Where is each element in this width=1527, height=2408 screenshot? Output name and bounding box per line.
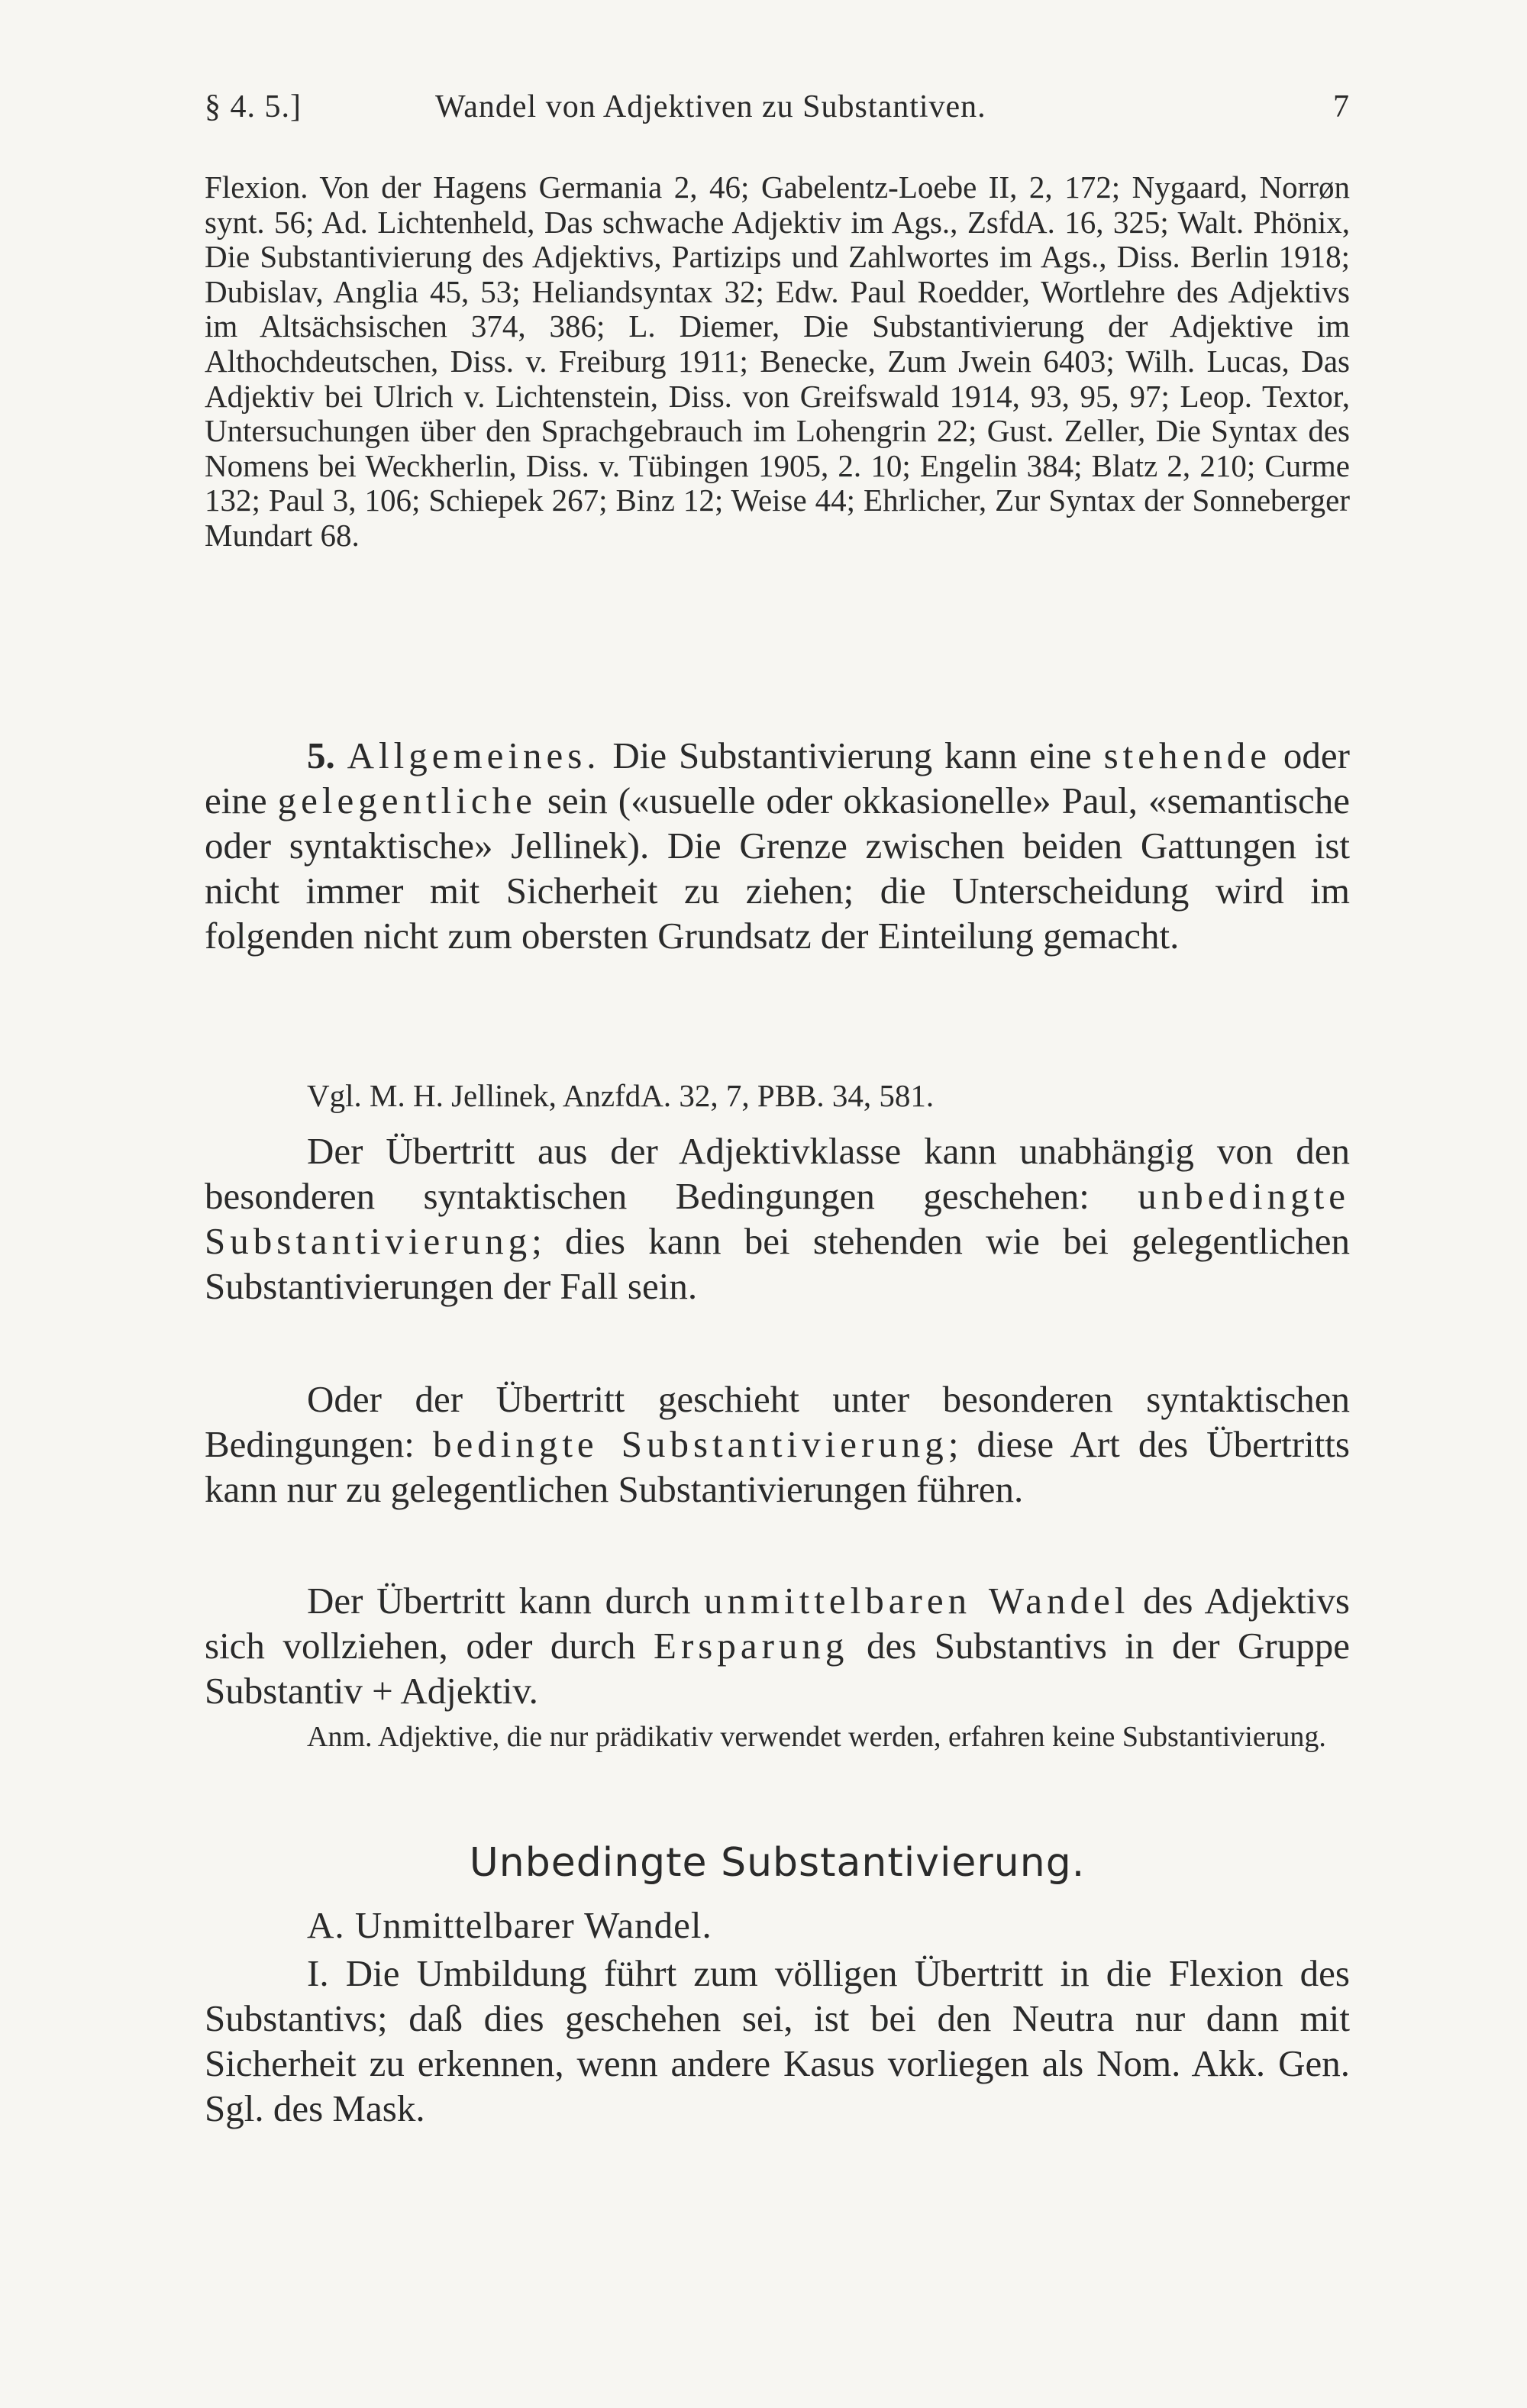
uebertritt-text-1: Der Übertritt aus der Adjektivklasse kann unabhängig von den besonderen syntaktischen Bedingungen geschehen: [205,1130,1350,1217]
uebertritt-text-2: ; dies kann bei stehenden wie bei gelegentlichen Substantivierungen der Fall sein. [205,1220,1350,1307]
paragraph-i-text: I. Die Umbildung führt zum völligen Übertritt in die Flexion des Substantivs; daß dies geschehen sei, ist bei den Neutra nur dann mit Sicherheit zu erkennen, wenn andere Kasus vorliegen als Nom. Akk. Gen. Sgl. des Mask. [205,1952,1350,2129]
term-bedingte-substantivierung: bedingte Substantivierung [432,1423,948,1465]
term-ersparung: Ersparung [654,1625,849,1667]
section-number: 5. [307,734,335,776]
anmerkung-note: Anm. Adjektive, die nur prädikativ verwendet werden, erfahren keine Substantivierung. [307,1721,1326,1753]
paragraph-wandel [205,1578,1350,1713]
oder-text-1: Oder der Übertritt geschieht unter besonderen syntaktischen Bedingungen: [205,1378,1350,1465]
subheading-a: A. Unmittelbarer Wandel. [307,1904,712,1946]
wandel-text-2: des Adjektivs sich vollziehen, oder durch [205,1580,1350,1667]
running-title: Wandel von Adjektiven zu Substantiven. [435,89,986,124]
paragraph-oder [205,1377,1350,1512]
term-gelegentliche: gelegentliche [277,780,537,821]
running-head [205,89,1350,134]
term-stehende: stehende [1103,734,1272,776]
section-heading: Allgemeines. [347,734,601,776]
vgl-reference: Vgl. M. H. Jellinek, AnzfdA. 32, 7, PBB. 34, 581. [307,1078,935,1113]
wandel-text-1: Der Übertritt kann durch [307,1580,704,1622]
wandel-text-3: des Substantivs in der Gruppe Substantiv + Adjektiv. [205,1625,1350,1712]
term-unmittelbaren-wandel: unmittelbaren Wandel [703,1580,1130,1622]
oder-text-2: ; diese Art des Übertritts kann nur zu gelegentlichen Substantivierungen führen. [205,1423,1350,1510]
section-text-1: Die Substantivierung kann eine [600,734,1104,776]
page-number: 7 [1333,89,1350,124]
chapter-heading: Unbedingte Substantivierung. [469,1840,1086,1886]
section-text-3: sein («usuelle oder okkasionelle» Paul, «semantische oder syntaktische» Jellinek). Die Grenze zwischen beiden Gattungen ist nicht immer mit Sicherheit zu ziehen; die Unterscheidung wird im folgenden nicht zum obersten Grundsatz der Einteilung gemacht. [205,780,1350,957]
paragraph-i [205,1951,1350,2131]
section-reference: § 4. 5.] [205,89,302,124]
bibliography-paragraph: Flexion. Von der Hagens Germania 2, 46; Gabelentz-Loebe II, 2, 172; Nygaard, Norrøn synt. 56; Ad. Lichtenheld, Das schwache Adjektiv im Ags., ZsfdA. 16, 325; Walt. Phönix, Die Substantivierung des Adjektivs, Partizips und Zahlwortes im Ags., Diss. Berlin 1918; Dubislav, Anglia 45, 53; Heliandsyntax 32; Edw. Paul Roedder, Wortlehre des Adjektivs im Altsächsischen 374, 386; L. Diemer, Die Substantivierung der Adjektive im Althochdeutschen, Diss. v. Freiburg 1911; Benecke, Zum Jwein 6403; Wilh. Lucas, Das Adjektiv bei Ulrich v. Lichtenstein, Diss. von Greifswald 1914, 93, 95, 97; Leop. Textor, Untersuchungen über den Sprachgebrauch im Lohengrin 22; Gust. Zeller, Die Syntax des Nomens bei Weckherlin, Diss. v. Tübingen 1905, 2. 10; Engelin 384; Blatz 2, 210; Curme 132; Paul 3, 106; Schiepek 267; Binz 12; Weise 44; Ehrlicher, Zur Syntax der Sonneberger Mundart 68. [205,169,1350,553]
term-unbedingte-substantivierung: unbedingte Substantivierung [205,1175,1350,1262]
paragraph-uebertritt [205,1128,1350,1309]
section-text-2: oder eine [205,734,1350,821]
section-5-paragraph [205,733,1350,958]
